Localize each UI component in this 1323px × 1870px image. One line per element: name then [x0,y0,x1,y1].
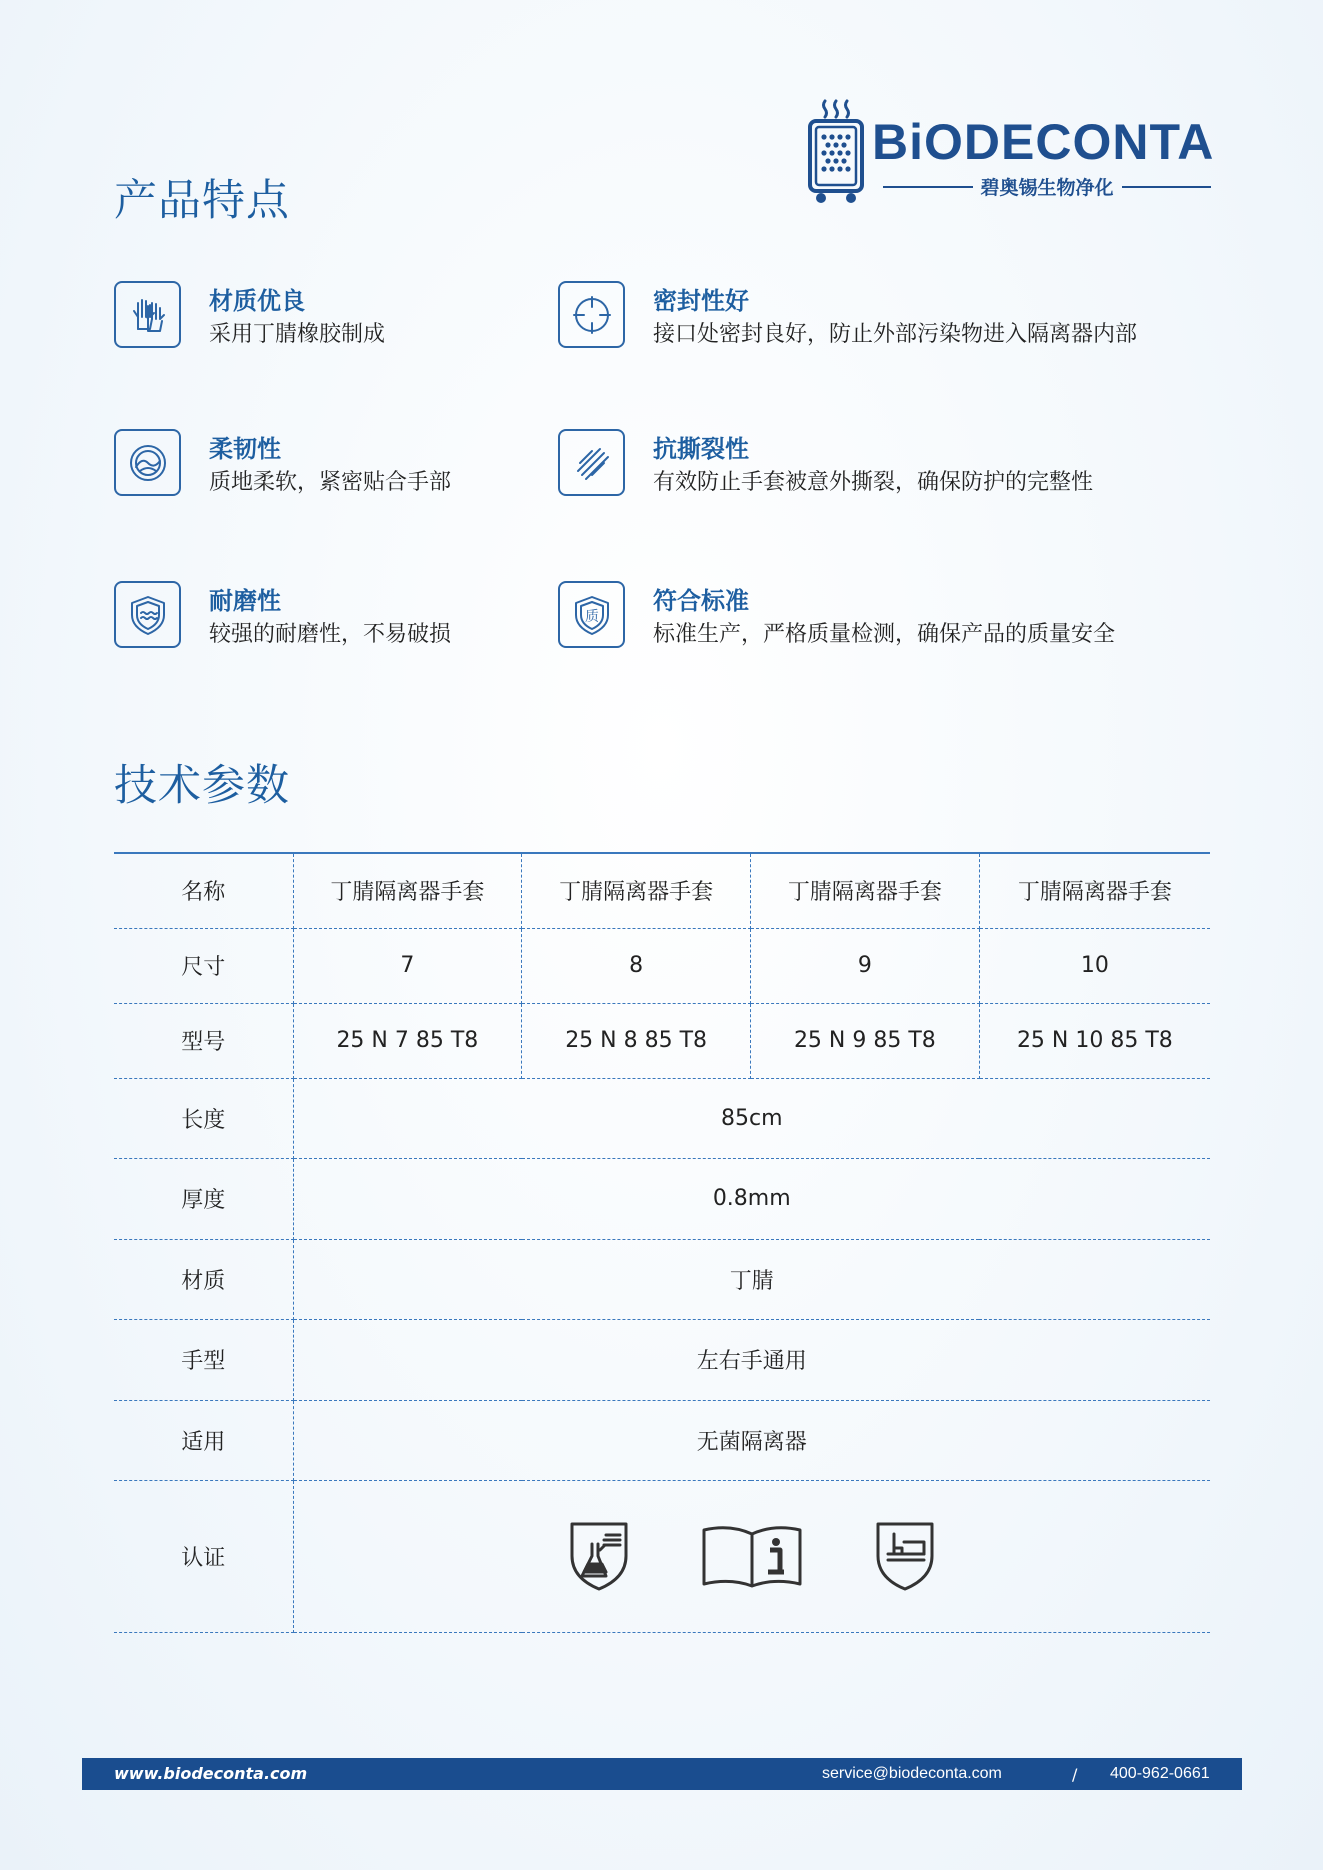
feature-desc: 有效防止手套被意外撕裂，确保防护的完整性 [653,470,1094,495]
row-label: 长度 [114,1078,293,1158]
row-label: 手型 [114,1319,293,1400]
feature-item [558,581,1118,651]
table-cell: 丁腈隔离器手套 [522,853,751,928]
feature-item [558,429,1118,499]
row-label: 厚度 [114,1158,293,1239]
feature-desc: 标准生产，严格质量检测，确保产品的质量安全 [653,622,1116,647]
table-cell: 0.8mm [293,1158,1210,1239]
feature-desc: 较强的耐磨性，不易破损 [209,622,452,647]
flex-icon [114,429,181,496]
feature-desc: 采用丁腈橡胶制成 [209,322,386,347]
crosshair-icon [558,281,625,348]
table-row [114,1400,1210,1480]
table-cell: 无菌隔离器 [293,1400,1210,1480]
divider [1122,186,1212,188]
feature-title: 符合标准 [653,587,749,615]
mechanical-protection-shield-icon [874,1520,936,1592]
row-label: 尺寸 [114,928,293,1003]
feature-title: 抗撕裂性 [653,435,749,463]
row-label: 认证 [114,1480,293,1632]
specs-title: 技术参数 [114,761,290,811]
table-cell: 7 [293,928,522,1003]
table-cell: 丁腈隔离器手套 [293,853,522,928]
wear-shield-icon [114,581,181,648]
table-row [114,1239,1210,1319]
glove-icon [114,281,181,348]
read-instructions-icon [700,1522,804,1590]
table-cell: 10 [979,928,1210,1003]
row-label: 材质 [114,1239,293,1319]
table-cell: 丁腈 [293,1239,1210,1319]
isolator-logo-icon [805,95,867,207]
table-cell: 25 N 7 85 T8 [293,1003,522,1078]
logo-subtitle: 碧奥锡生物净化 [980,177,1114,199]
feature-desc: 质地柔软，紧密贴合手部 [209,470,452,495]
table-cell: 8 [522,928,751,1003]
logo-wordmark: BiODECONTA [872,114,1215,170]
tear-resist-icon [558,429,625,496]
footer-phone: 400-962-0661 [1110,1765,1210,1782]
table-cell: 25 N 9 85 T8 [751,1003,980,1078]
table-row [114,1480,1210,1632]
row-label: 适用 [114,1400,293,1480]
table-cell: 丁腈隔离器手套 [979,853,1210,928]
chemical-protection-shield-icon [568,1520,630,1592]
quality-shield-icon [558,581,625,648]
table-row [114,1319,1210,1400]
divider [883,186,973,188]
table-cell: 85cm [293,1078,1210,1158]
table-row [114,928,1210,1003]
specs-table [114,852,1210,1633]
footer-website[interactable]: www.biodeconta.com [114,1764,308,1783]
feature-title: 耐磨性 [209,587,281,615]
logo-subtitle-row [883,173,1211,200]
row-label: 型号 [114,1003,293,1078]
table-row [114,1078,1210,1158]
row-label: 名称 [114,853,293,928]
svg-text:质: 质 [584,608,599,625]
table-row [114,1003,1210,1078]
footer-separator: / [1072,1765,1078,1784]
cert-icons [294,1520,1211,1592]
cert-cell [293,1480,1210,1632]
features-title: 产品特点 [114,176,290,226]
feature-title: 密封性好 [653,287,749,315]
footer-email[interactable]: service@biodeconta.com [822,1765,1002,1782]
feature-desc: 接口处密封良好，防止外部污染物进入隔离器内部 [653,322,1138,347]
table-cell: 25 N 8 85 T8 [522,1003,751,1078]
table-cell: 9 [751,928,980,1003]
table-row [114,853,1210,928]
table-cell: 25 N 10 85 T8 [979,1003,1210,1078]
footer-bar [82,1758,1242,1790]
feature-title: 材质优良 [209,287,305,315]
brand-logo [805,95,1215,207]
feature-title: 柔韧性 [209,435,281,463]
table-cell: 左右手通用 [293,1319,1210,1400]
table-row [114,1158,1210,1239]
feature-item [558,281,1138,351]
table-cell: 丁腈隔离器手套 [751,853,980,928]
